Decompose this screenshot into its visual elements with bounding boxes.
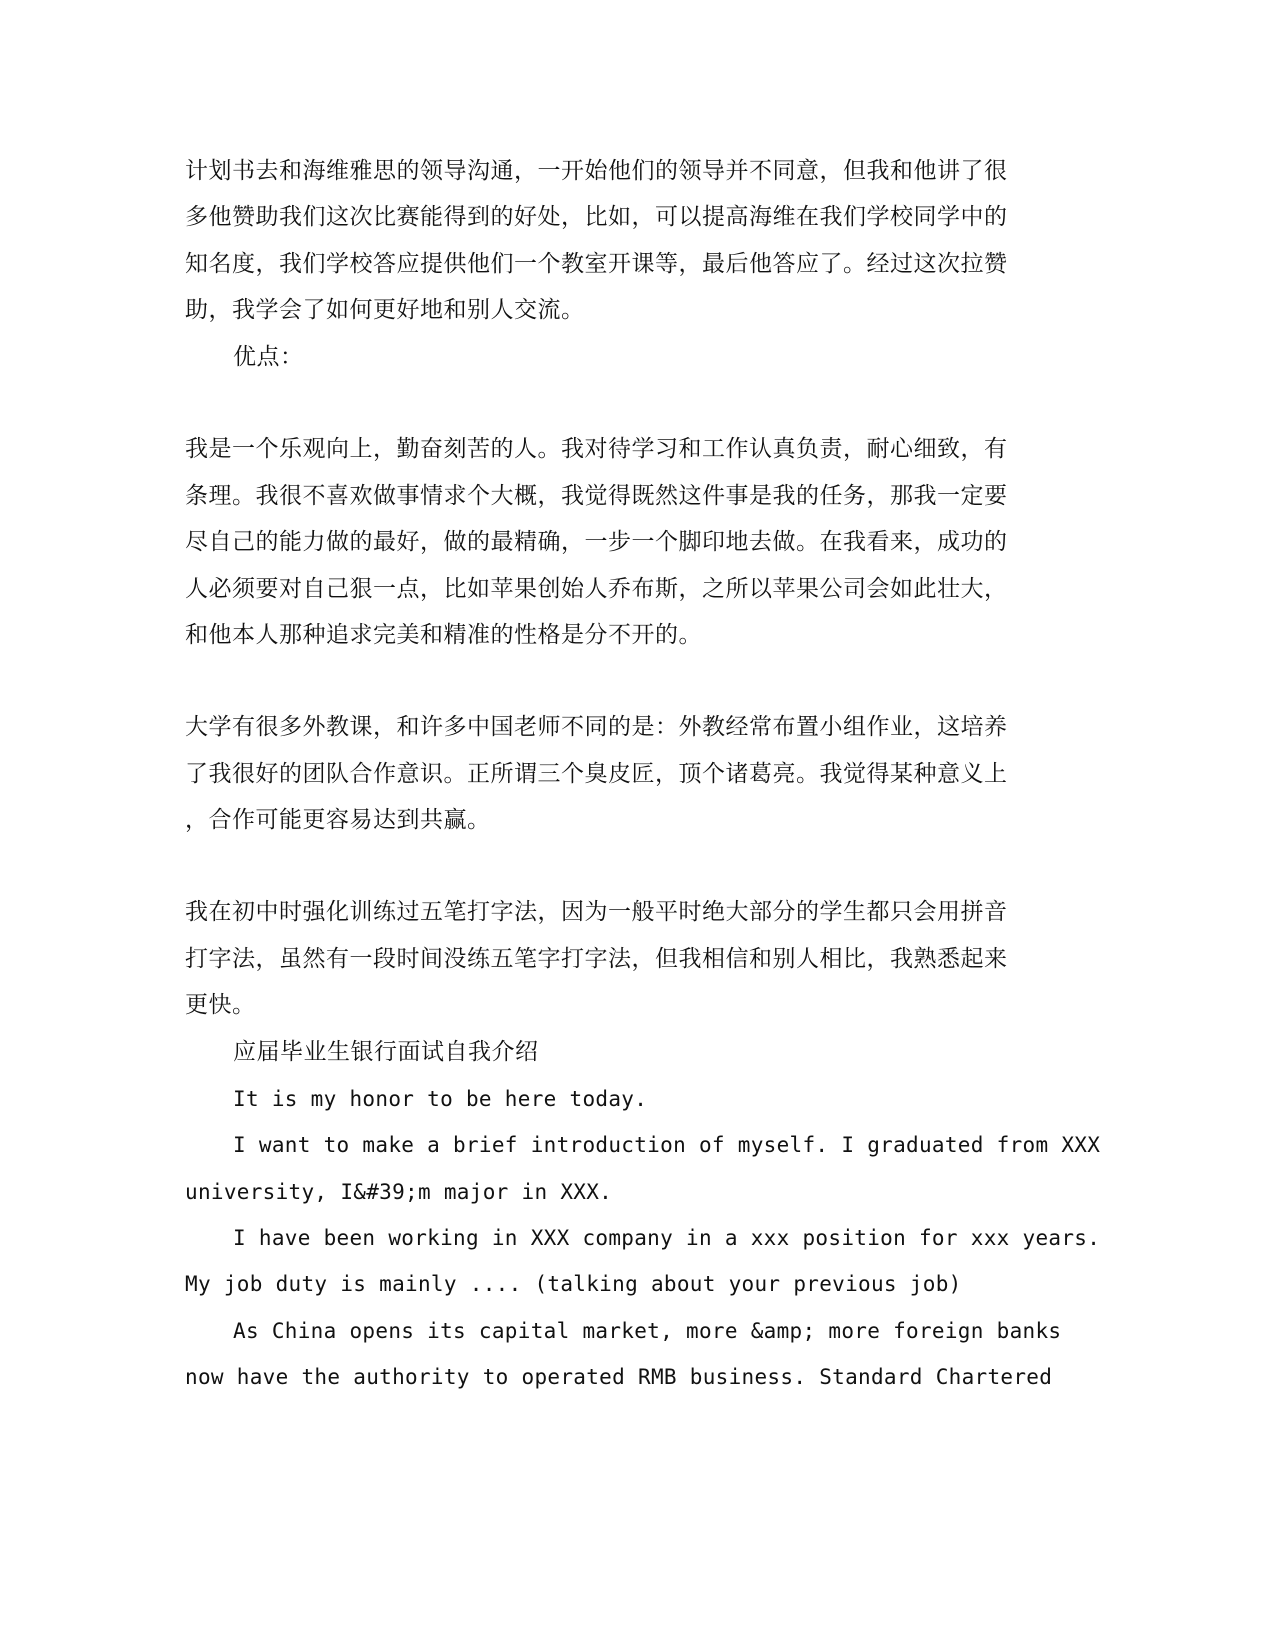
paragraph-line: As China opens its capital market, more &amp; more foreign banks — [233, 1319, 1062, 1343]
paragraph-line: 人必须要对自己狠一点，比如苹果创始人乔布斯，之所以苹果公司会如此壮大， — [185, 576, 1008, 602]
paragraph-line: 更快。 — [185, 992, 256, 1018]
paragraph-line: 尽自己的能力做的最好，做的最精确，一步一个脚印地去做。在我看来，成功的 — [185, 529, 1008, 555]
paragraph-line: 了我很好的团队合作意识。正所谓三个臭皮匠，顶个诸葛亮。我觉得某种意义上 — [185, 761, 1008, 787]
paragraph-line: now have the authority to operated RMB business. Standard Chartered — [185, 1365, 1053, 1389]
paragraph-line: 知名度，我们学校答应提供他们一个教室开课等，最后他答应了。经过这次拉赞 — [185, 251, 1008, 277]
paragraph-line: university, I&#39;m major in XXX. — [185, 1180, 613, 1204]
paragraph-line: My job duty is mainly .... (talking about your previous job) — [185, 1272, 962, 1296]
paragraph-line: It is my honor to be here today. — [233, 1087, 648, 1111]
paragraph-line: 条理。我很不喜欢做事情求个大概，我觉得既然这件事是我的任务，那我一定要 — [185, 483, 1008, 509]
paragraph-line: I want to make a brief introduction of myself. I graduated from XXX — [233, 1133, 1101, 1157]
section-heading: 应届毕业生银行面试自我介绍 — [233, 1039, 539, 1065]
paragraph-line: ，合作可能更容易达到共赢。 — [185, 807, 491, 833]
paragraph-line: 和他本人那种追求完美和精准的性格是分不开的。 — [185, 622, 702, 648]
paragraph-line: 多他赞助我们这次比赛能得到的好处，比如，可以提高海维在我们学校同学中的 — [185, 204, 1008, 230]
paragraph-line: 大学有很多外教课，和许多中国老师不同的是：外教经常布置小组作业，这培养 — [185, 714, 1008, 740]
paragraph-line: 打字法，虽然有一段时间没练五笔字打字法，但我相信和别人相比，我熟悉起来 — [185, 946, 1008, 972]
paragraph-line: 我是一个乐观向上，勤奋刻苦的人。我对待学习和工作认真负责，耐心细致，有 — [185, 436, 1008, 462]
section-heading: 优点： — [233, 344, 304, 370]
paragraph-line: 计划书去和海维雅思的领导沟通，一开始他们的领导并不同意，但我和他讲了很 — [185, 158, 1008, 184]
paragraph-line: I have been working in XXX company in a xxx position for xxx years. — [233, 1226, 1101, 1250]
paragraph-line: 我在初中时强化训练过五笔打字法，因为一般平时绝大部分的学生都只会用拼音 — [185, 899, 1008, 925]
paragraph-line: 助，我学会了如何更好地和别人交流。 — [185, 297, 585, 323]
